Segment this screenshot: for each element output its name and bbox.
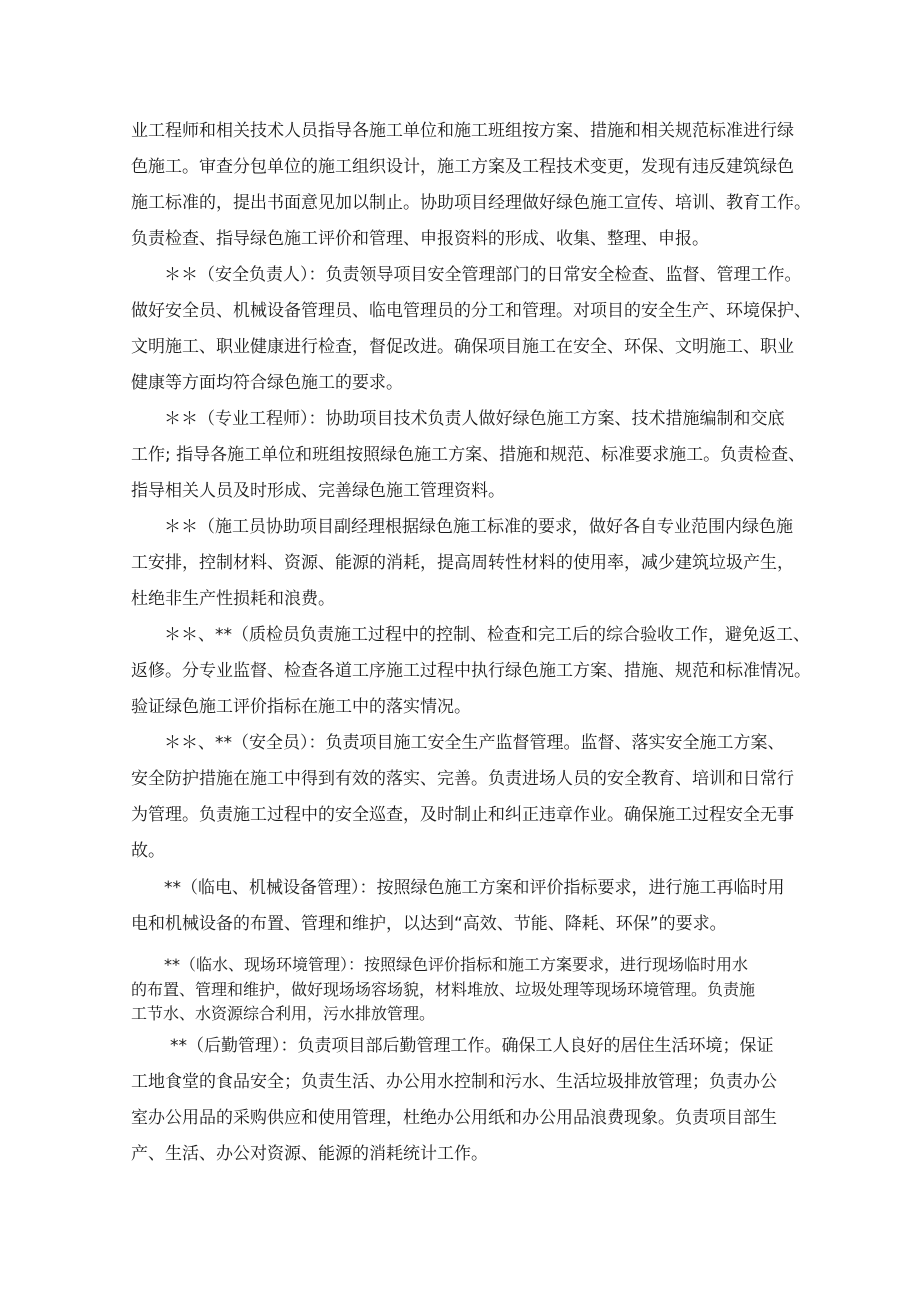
text-line: 工安排，控制材料、资源、能源的消耗，提高周转性材料的使用率，减少建筑垃圾产生， bbox=[131, 553, 794, 573]
text-line: 健康等方面均符合绿色施工的要求。 bbox=[131, 373, 403, 393]
text-line: 工地食堂的食品安全；负责生活、办公用水控制和污水、生活垃圾排放管理；负责办公 bbox=[131, 1072, 777, 1092]
text-line: 为管理。负责施工过程中的安全巡查，及时制止和纠正违章作业。确保施工过程安全无事 bbox=[131, 805, 794, 825]
text-line: ＊＊、**（安全员）：负责项目施工安全生产监督管理。监督、落实安全施工方案、 bbox=[164, 733, 785, 753]
text-line: ＊＊、**（质检员负责施工过程中的控制、检查和完工后的综合验收工作，避免返工、 bbox=[164, 625, 810, 645]
text-line: 验证绿色施工评价指标在施工中的落实情况。 bbox=[131, 697, 471, 717]
text-line: 电和机械设备的布置、管理和维护，以达到“高效、节能、降耗、环保”的要求。 bbox=[131, 914, 727, 934]
text-line: ＊＊（安全负责人）：负责领导项目安全管理部门的日常安全检查、监督、管理工作。 bbox=[164, 265, 802, 285]
text-line: 产、生活、办公对资源、能源的消耗统计工作。 bbox=[131, 1144, 488, 1164]
text-line: ＊＊（施工员协助项目副经理根据绿色施工标准的要求，做好各自专业范围内绿色施 bbox=[164, 517, 793, 537]
text-line: 色施工。审查分包单位的施工组织设计，施工方案及工程技术变更，发现有违反建筑绿色 bbox=[131, 157, 794, 177]
text-line: ＊＊（专业工程师）：协助项目技术负责人做好绿色施工方案、技术措施编制和交底 bbox=[164, 409, 785, 429]
text-line: 室办公用品的采购供应和使用管理，杜绝办公用纸和办公用品浪费现象。负责项目部生 bbox=[131, 1108, 777, 1128]
text-line: 工作; 指导各施工单位和班组按照绿色施工方案、措施和规范、标准要求施工。负责检查、 bbox=[131, 445, 806, 465]
text-line: **（临电、机械设备管理）：按照绿色施工方案和评价指标要求，进行施工再临时用 bbox=[164, 878, 785, 898]
text-line: 的布置、管理和维护，做好现场场容场貌，材料堆放、垃圾处理等现场环境管理。负责施 bbox=[131, 980, 756, 999]
text-line: 文明施工、职业健康进行检查，督促改进。确保项目施工在安全、环保、文明施工、职业 bbox=[131, 337, 794, 357]
text-line: 做好安全员、机械设备管理员、临电管理员的分工和管理。对项目的安全生产、环境保护、 bbox=[131, 301, 811, 321]
text-line: 指导相关人员及时形成、完善绿色施工管理资料。 bbox=[131, 481, 505, 501]
text-line: 负责检查、指导绿色施工评价和管理、申报资料的形成、收集、整理、申报。 bbox=[131, 229, 709, 249]
text-line: 施工标准的，提出书面意见加以制止。协助项目经理做好绿色施工宣传、培训、教育工作。 bbox=[131, 193, 811, 213]
text-line: 杜绝非生产性损耗和浪费。 bbox=[131, 589, 335, 609]
text-line: 安全防护措施在施工中得到有效的落实、完善。负责进场人员的安全教育、培训和日常行 bbox=[131, 769, 794, 789]
text-line: 返修。分专业监督、检查各道工序施工过程中执行绿色施工方案、措施、规范和标准情况。 bbox=[131, 661, 811, 681]
text-line: **（临水、现场环境管理）：按照绿色评价指标和施工方案要求，进行现场临时用水 bbox=[164, 955, 749, 974]
text-line: 业工程师和相关技术人员指导各施工单位和施工班组按方案、措施和相关规范标准进行绿 bbox=[131, 121, 794, 141]
text-line: **（后勤管理）：负责项目部后勤管理工作。确保工人良好的居住生活环境；保证 bbox=[170, 1036, 774, 1056]
text-line: 工节水、水资源综合利用，污水排放管理。 bbox=[131, 1004, 436, 1023]
text-line: 故。 bbox=[131, 841, 165, 861]
